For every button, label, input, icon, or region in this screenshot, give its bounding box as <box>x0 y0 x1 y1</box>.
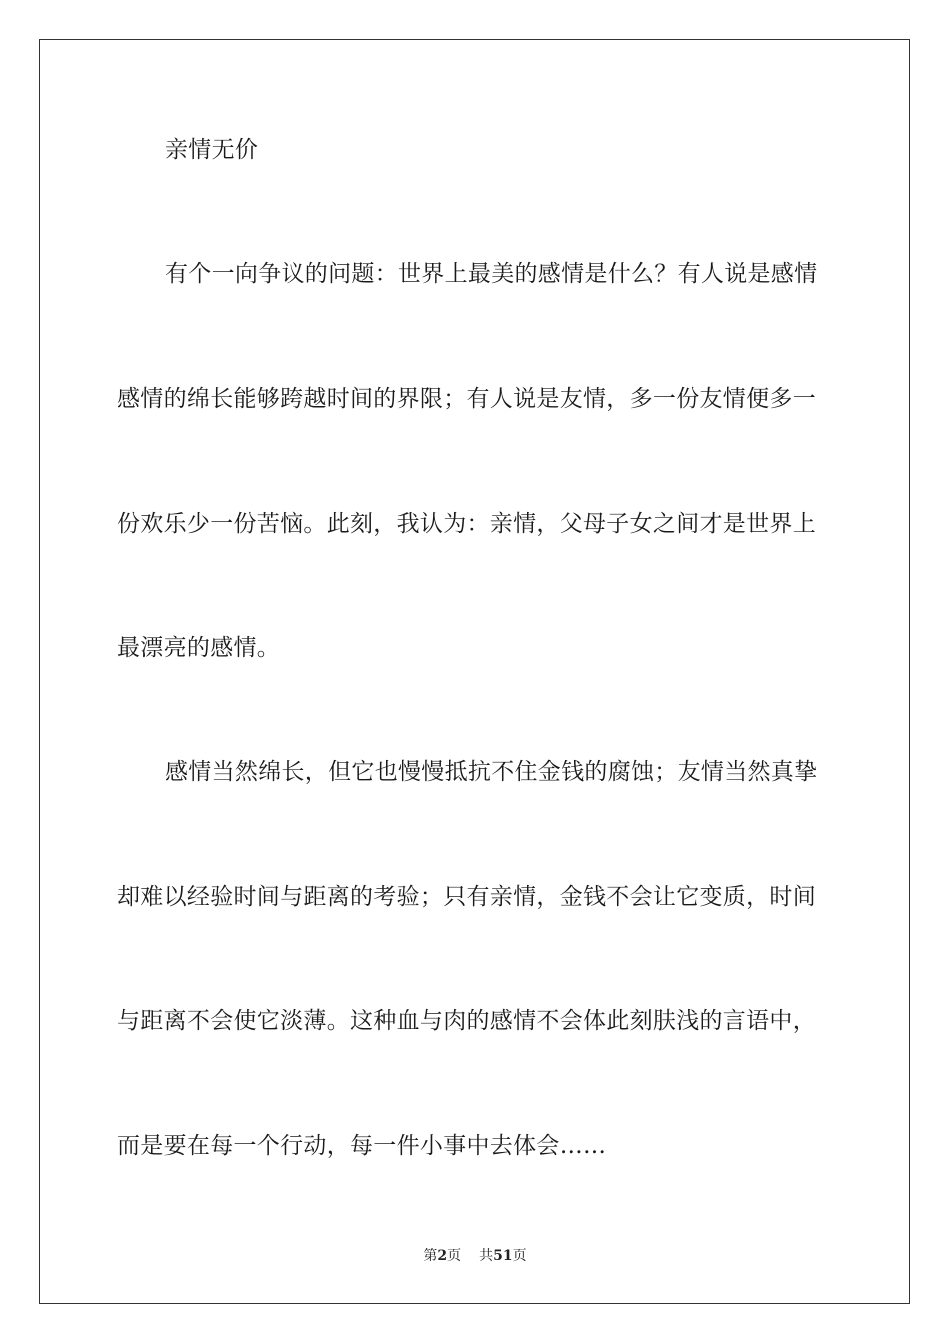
paragraph-line: 最漂亮的感情。 <box>117 635 281 661</box>
paragraph-line: 而是要在每一个行动，每一件小事中去体会…… <box>117 1133 607 1159</box>
page-number: 2 <box>437 1248 448 1264</box>
page-prefix: 第 <box>423 1248 438 1264</box>
paragraph-line: 却难以经验时间与距离的考验；只有亲情，金钱不会让它变质，时间 <box>117 884 816 910</box>
total-suffix: 页 <box>512 1248 527 1264</box>
total-pages: 51 <box>493 1248 513 1264</box>
paragraph-line: 有个一向争议的问题：世界上最美的感情是什么？有人说是感情 <box>165 261 818 287</box>
page-suffix: 页 <box>447 1248 462 1264</box>
paragraph-line: 份欢乐少一份苦恼。此刻，我认为：亲情，父母子女之间才是世界上 <box>117 511 816 537</box>
paragraph-line: 与距离不会使它淡薄。这种血与肉的感情不会体此刻肤浅的言语中， <box>117 1008 816 1034</box>
page-footer <box>0 1247 950 1265</box>
paragraph-line: 感情的绵长能够跨越时间的界限；有人说是友情，多一份友情便多一 <box>117 386 816 412</box>
page-border <box>39 39 910 1304</box>
total-prefix: 共 <box>479 1248 494 1264</box>
document-title: 亲情无价 <box>165 137 259 163</box>
paragraph-line: 感情当然绵长，但它也慢慢抵抗不住金钱的腐蚀；友情当然真挚 <box>165 759 818 785</box>
